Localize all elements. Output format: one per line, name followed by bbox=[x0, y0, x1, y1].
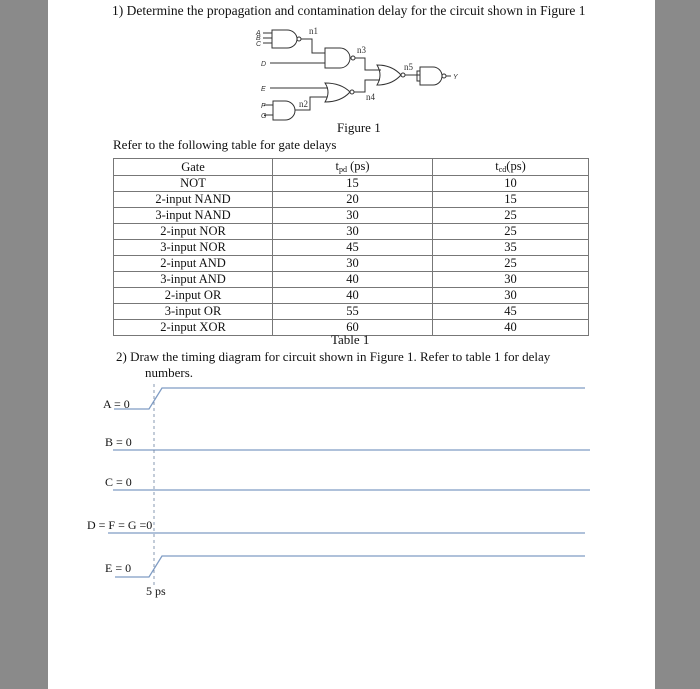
table-row bbox=[114, 256, 589, 272]
cell-tcd: 15 bbox=[433, 192, 589, 208]
cell-gate: 2-input AND bbox=[114, 256, 273, 272]
signal-e-waveform bbox=[115, 556, 585, 577]
input-label-d: D bbox=[261, 61, 267, 68]
header-tcd: $t_{cd}(ps)$ bbox=[433, 159, 589, 176]
input-label-e: E bbox=[261, 86, 266, 93]
table-row bbox=[114, 224, 589, 240]
cell-tcd: 25 bbox=[433, 208, 589, 224]
gate-delay-table bbox=[113, 158, 589, 336]
cell-tcd: 25 bbox=[433, 224, 589, 240]
cell-gate: 2-input XOR bbox=[114, 320, 273, 336]
cell-tpd: 55 bbox=[273, 304, 433, 320]
cell-tcd: 30 bbox=[433, 272, 589, 288]
wire-n1 bbox=[301, 39, 325, 53]
and2-gate-n2 bbox=[264, 101, 295, 120]
cell-tpd: 40 bbox=[273, 272, 433, 288]
signal-label-dfg: D = F = G =0 bbox=[87, 518, 153, 532]
cell-gate: 3-input OR bbox=[114, 304, 273, 320]
node-label-n2: n2 bbox=[299, 99, 308, 109]
question-2: 2) Draw the timing diagram for circuit shown in Figure 1. Refer to table 1 for delay numbers. bbox=[116, 349, 551, 380]
cell-tpd: 40 bbox=[273, 288, 433, 304]
output-label-y: Y bbox=[453, 74, 458, 81]
nand2-gate-n3 bbox=[325, 48, 355, 68]
nand-gate-y bbox=[417, 67, 451, 85]
cell-tcd: 30 bbox=[433, 288, 589, 304]
time-marker-label: 5 ps bbox=[146, 584, 166, 598]
cell-gate: 2-input OR bbox=[114, 288, 273, 304]
cell-tcd: 25 bbox=[433, 256, 589, 272]
cell-tcd: 45 bbox=[433, 304, 589, 320]
wire-n3 bbox=[355, 58, 381, 70]
question-1: 1) Determine the propagation and contamination delay for the circuit shown in Figure 1 bbox=[112, 3, 586, 18]
table-row bbox=[114, 208, 589, 224]
table-header-row bbox=[114, 159, 589, 176]
cell-tpd: 30 bbox=[273, 256, 433, 272]
table-row bbox=[114, 192, 589, 208]
signal-label-e: E = 0 bbox=[105, 561, 132, 575]
input-label-b: B bbox=[256, 35, 261, 42]
cell-tcd: 10 bbox=[433, 176, 589, 192]
input-label-c: C bbox=[256, 41, 262, 48]
wire-n4 bbox=[354, 80, 380, 92]
input-label-g: G bbox=[261, 113, 267, 120]
table-caption: Table 1 bbox=[331, 332, 370, 347]
header-gate: Gate bbox=[114, 159, 273, 176]
table-row bbox=[114, 288, 589, 304]
cell-tpd: 15 bbox=[273, 176, 433, 192]
input-label-f: F bbox=[261, 103, 266, 110]
cell-tcd: 35 bbox=[433, 240, 589, 256]
cell-tcd: 40 bbox=[433, 320, 589, 336]
signal-a-waveform bbox=[114, 388, 585, 409]
input-label-a: A bbox=[256, 30, 261, 37]
node-label-n4: n4 bbox=[366, 92, 375, 102]
header-tpd: $t_{pd}$ (ps) bbox=[273, 159, 433, 176]
table-row bbox=[114, 176, 589, 192]
cell-tpd: 20 bbox=[273, 192, 433, 208]
node-label-n3: n3 bbox=[357, 45, 366, 55]
table-row bbox=[114, 304, 589, 320]
node-label-n5: n5 bbox=[404, 62, 413, 72]
nand3-gate-n1 bbox=[263, 30, 301, 48]
cell-tpd: 60 bbox=[273, 320, 433, 336]
table-row bbox=[114, 240, 589, 256]
cell-gate: 3-input NAND bbox=[114, 208, 273, 224]
nor2-gate-n4 bbox=[325, 83, 354, 102]
table-intro: Refer to the following table for gate delays bbox=[113, 137, 337, 152]
cell-gate: 3-input NOR bbox=[114, 240, 273, 256]
timing-diagram bbox=[108, 384, 590, 588]
table-row bbox=[114, 272, 589, 288]
cell-gate: NOT bbox=[114, 176, 273, 192]
node-label-n1: n1 bbox=[309, 26, 318, 36]
cell-gate: 2-input NAND bbox=[114, 192, 273, 208]
signal-label-c: C = 0 bbox=[105, 475, 132, 489]
signal-label-a: A = 0 bbox=[103, 397, 130, 411]
cell-tpd: 30 bbox=[273, 224, 433, 240]
cell-tpd: 30 bbox=[273, 208, 433, 224]
cell-gate: 2-input NOR bbox=[114, 224, 273, 240]
cell-gate: 3-input AND bbox=[114, 272, 273, 288]
cell-tpd: 45 bbox=[273, 240, 433, 256]
figure-caption: Figure 1 bbox=[337, 120, 381, 135]
nor2-gate-n5 bbox=[377, 65, 405, 85]
signal-label-b: B = 0 bbox=[105, 435, 132, 449]
